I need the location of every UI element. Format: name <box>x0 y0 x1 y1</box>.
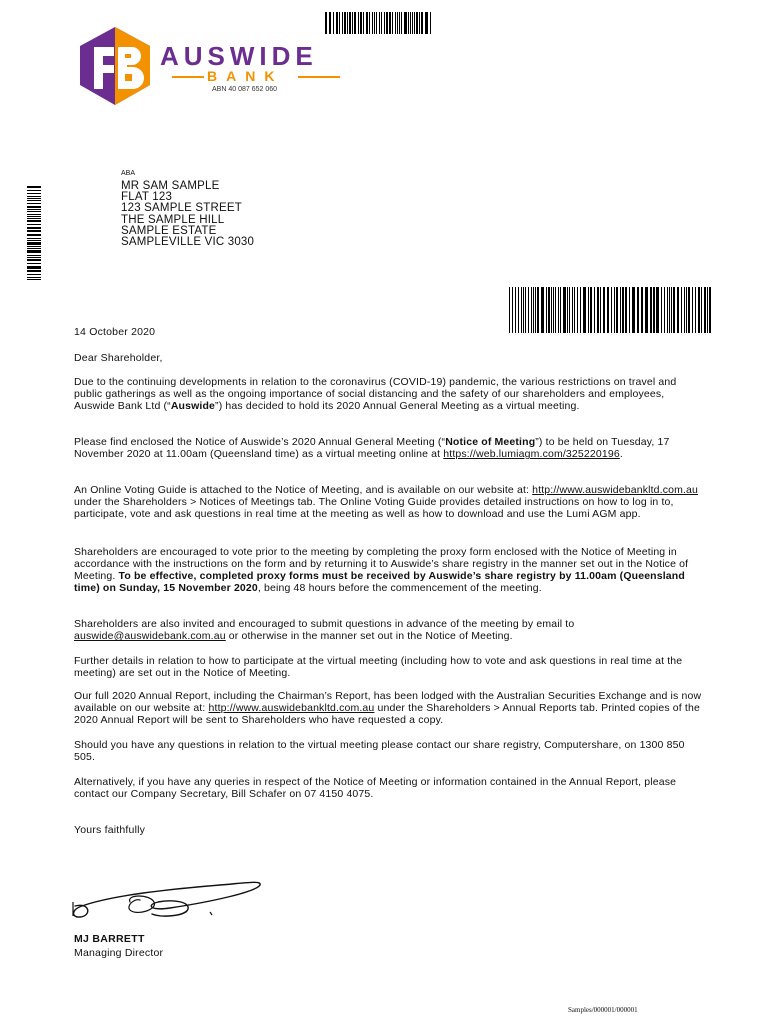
mail-code: ABA <box>121 170 136 177</box>
address-line: MR SAM SAMPLE <box>121 180 220 192</box>
barcode-bar <box>574 287 575 333</box>
barcode-bar <box>27 196 41 197</box>
left-vertical-barcode <box>27 186 41 282</box>
footer-code: Samples/000001/000001 <box>568 1006 638 1014</box>
barcode-bar <box>349 12 351 34</box>
barcode-bar <box>27 263 41 264</box>
p2-text-mid: ”) to be held on Tuesday, 17 November 2020 at 11.00am (Queensland time) as a virtual meeting online at <box>74 436 670 461</box>
barcode-bar <box>607 287 609 333</box>
address-line: SAMPLEVILLE VIC 3030 <box>121 236 255 249</box>
barcode-bar <box>629 287 630 333</box>
paragraph-9 <box>74 776 704 800</box>
barcode-bar <box>650 287 652 333</box>
barcode-bar <box>515 287 516 333</box>
address-line: 123 SAMPLE STREET <box>121 202 242 215</box>
paragraph-5 <box>74 618 704 642</box>
barcode-bar <box>603 287 604 333</box>
barcode-bar <box>376 12 377 34</box>
barcode-bar <box>620 287 621 333</box>
barcode-bar <box>704 287 705 333</box>
recipient-address <box>121 181 254 248</box>
barcode-bar <box>325 12 327 34</box>
barcode-bar <box>528 287 529 333</box>
barcode-bar <box>372 12 373 34</box>
barcode-bar <box>567 287 568 333</box>
barcode-bar <box>542 287 543 333</box>
barcode-bar <box>342 12 344 34</box>
barcode-bar <box>698 287 700 333</box>
barcode-bar <box>614 287 615 333</box>
barcode-bar <box>695 287 696 333</box>
barcode-bar <box>673 287 674 333</box>
barcode-bar <box>329 12 330 34</box>
barcode-bar <box>421 12 423 34</box>
barcode-bar <box>521 287 522 333</box>
barcode-bar <box>600 287 601 333</box>
p9-text: Alternatively, if you have any queries in respect of the Notice of Meeting or information contained in the Annual Report, please contact our Company Secretary, Bill Schafer on 07 4150 4075. <box>74 776 677 801</box>
barcode-bar <box>531 287 532 333</box>
barcode-bar <box>548 287 549 333</box>
p1-text: Due to the continuing developments in relation to the coronavirus (COVID-19) pandemic, the various restrictions on travel and public gatherings as well as the ongoing importance of social distancing and the safety of our shareholders and employees, Auswide Bank Ltd (“ <box>74 376 677 413</box>
barcode-bar <box>677 287 678 333</box>
barcode-bar <box>384 12 385 34</box>
barcode-bar <box>27 186 41 188</box>
p7-text: Our full 2020 Annual Report, including the Chairman’s Report, has been lodged with the Australian Securities Exchange and is now available on our website at: <box>74 690 702 715</box>
barcode-bar <box>577 287 578 333</box>
brand-sub: BANK <box>207 68 284 84</box>
p1-bold: Auswide <box>170 400 216 413</box>
barcode-bar <box>27 190 41 192</box>
p4-bold: To be effective, completed proxy forms must be received by Auswide’s share registry by 11.00am (Queensland time) on Sunday, 15 November 2020 <box>74 570 685 595</box>
barcode-bar <box>333 12 334 34</box>
barcode-bar <box>541 287 542 333</box>
signatory-title: Managing Director <box>74 947 164 959</box>
barcode-bar <box>523 287 524 333</box>
barcode-bar <box>27 250 41 252</box>
barcode-bar <box>386 12 388 34</box>
barcode-bar <box>584 287 585 333</box>
p4-text: Shareholders are encouraged to vote prior to the meeting by completing the proxy form enclosed with the Notice of Meeting in accordance with the instructions on the form and by returning it to Auswide’s share registry in the manner set out in the Notice of Meeting. <box>74 546 689 583</box>
barcode-bar <box>416 12 418 34</box>
paragraph-1 <box>74 376 704 412</box>
barcode-bar <box>354 12 356 34</box>
barcode-bar <box>572 287 573 333</box>
barcode-bar <box>688 287 689 333</box>
barcode-bar <box>580 287 581 333</box>
barcode-bar <box>27 218 41 219</box>
barcode-bar <box>374 12 376 34</box>
barcode-bar <box>27 227 41 229</box>
barcode-bar <box>344 12 346 34</box>
barcode-bar <box>389 12 391 34</box>
barcode-bar <box>537 287 538 333</box>
paragraph-3 <box>74 484 704 520</box>
barcode-bar <box>560 287 561 333</box>
barcode-bar <box>555 287 556 333</box>
barcode-bar <box>512 287 513 333</box>
barcode-bar <box>632 287 633 333</box>
p2-text-end: . <box>619 448 623 461</box>
barcode-bar <box>684 287 685 333</box>
p7-text-end: under the Shareholders > Annual Reports tab. Printed copies of the 2020 Annual Report will be sent to Shareholders who have requested a copy. <box>74 702 700 727</box>
barcode-bar <box>27 238 41 239</box>
brand-rule-left <box>172 76 204 78</box>
address-line: THE SAMPLE HILL <box>121 213 225 226</box>
barcode-bar <box>336 12 338 34</box>
annual-report-link[interactable]: http://www.auswidebankltd.com.au <box>208 702 375 715</box>
barcode-bar <box>546 287 547 333</box>
barcode-bar <box>352 12 353 34</box>
barcode-bar <box>625 287 627 333</box>
barcode-bar <box>27 277 41 278</box>
barcode-bar <box>535 287 536 333</box>
website-link[interactable]: http://www.auswidebankltd.com.au <box>532 484 699 496</box>
barcode-bar <box>27 220 41 222</box>
barcode-bar <box>645 287 646 333</box>
barcode-bar <box>401 12 403 34</box>
barcode-bar <box>27 234 41 236</box>
barcode-bar <box>653 287 655 333</box>
barcode-bar <box>664 287 665 333</box>
barcode-bar <box>430 12 432 34</box>
barcode-bar <box>404 12 406 34</box>
barcode-bar <box>27 279 41 280</box>
barcode-bar <box>533 287 534 333</box>
barcode-bar <box>583 287 584 333</box>
signature <box>70 872 270 924</box>
barcode-bar <box>551 287 552 333</box>
abn-number: ABN 40 087 652 060 <box>212 86 277 93</box>
barcode-bar <box>381 12 382 34</box>
barcode-bar <box>414 12 415 34</box>
barcode-bar <box>637 287 639 333</box>
brand-rule-right <box>298 76 340 78</box>
barcode-bar <box>692 287 693 333</box>
barcode-bar <box>27 211 41 213</box>
barcode-bar <box>674 287 675 333</box>
barcode-bar <box>709 287 710 333</box>
barcode-bar <box>553 287 554 333</box>
paragraph-8 <box>74 739 704 763</box>
barcode-bar <box>588 287 589 333</box>
p2-bold: Notice of Meeting <box>445 436 536 448</box>
handwritten-signature-icon <box>70 872 270 924</box>
barcode-bar <box>425 12 427 34</box>
barcode-bar <box>27 200 41 202</box>
barcode-bar <box>27 206 41 208</box>
barcode-bar <box>27 209 41 210</box>
p3-text-end: under the Shareholders > Notices of Meetings tab. The Online Voting Guide provides detailed instructions on how to log in to, participate, vote and ask questions in real time at the meeting as well as how to download and use the Lumi AGM app. <box>74 496 674 521</box>
paragraph-6 <box>74 655 704 679</box>
barcode-bar <box>358 12 359 34</box>
auswide-logo <box>80 27 150 105</box>
barcode-bar <box>27 267 41 269</box>
barcode-bar <box>399 12 400 34</box>
auswide-logo-mark-icon <box>80 27 150 105</box>
barcode-bar <box>594 287 595 333</box>
barcode-bar <box>397 12 398 34</box>
barcode-bar <box>646 287 647 333</box>
barcode-bar <box>410 12 411 34</box>
barcode-bar <box>656 287 658 333</box>
barcode-bar <box>360 12 362 34</box>
barcode-bar <box>412 12 413 34</box>
barcode-bar <box>27 246 41 248</box>
barcode-bar <box>641 287 642 333</box>
barcode-bar <box>707 287 708 333</box>
barcode-bar <box>395 12 396 34</box>
top-barcode <box>325 12 433 34</box>
barcode-bar <box>686 287 687 333</box>
barcode-bar <box>27 230 41 232</box>
barcode-bar <box>408 12 409 34</box>
barcode-bar <box>419 12 420 34</box>
barcode-bar <box>597 287 599 333</box>
barcode-bar <box>622 287 623 333</box>
paragraph-4 <box>74 546 704 594</box>
barcode-bar <box>27 216 41 217</box>
p3-text: An Online Voting Guide is attached to the Notice of Meeting, and is available on our website at: <box>74 484 533 496</box>
barcode-bar <box>27 203 41 204</box>
barcode-bar <box>339 12 340 34</box>
barcode-bar <box>363 12 364 34</box>
barcode-bar <box>392 12 394 34</box>
barcode-bar <box>558 287 559 333</box>
meeting-link[interactable]: https://web.lumiagm.com/325220196 <box>443 448 620 461</box>
barcode-bar <box>379 12 380 34</box>
barcode-bar <box>27 198 41 199</box>
p5-text: Shareholders are also invited and encouraged to submit questions in advance of the meeting by email to <box>74 618 575 630</box>
barcode-bar <box>27 259 41 261</box>
email-link[interactable]: auswide@auswidebank.com.au <box>74 630 226 643</box>
barcode-bar <box>369 12 370 34</box>
p2-text: Please find enclosed the Notice of Auswide’s 2020 Annual General Meeting (“ <box>74 436 446 448</box>
barcode-bar <box>27 248 41 249</box>
barcode-bar <box>27 266 41 267</box>
barcode-bar <box>27 240 41 241</box>
barcode-bar <box>509 287 510 333</box>
barcode-bar <box>671 287 672 333</box>
barcode-bar <box>27 242 41 244</box>
barcode-bar <box>590 287 591 333</box>
barcode-bar <box>569 287 570 333</box>
p6-text: Further details in relation to how to participate at the virtual meeting (including how to vote and ask questions in real time at the meeting) are set out in the Notice of Meeting. <box>74 655 683 680</box>
p8-text: Should you have any questions in relation to the virtual meeting please contact our share registry, Computershare, on 1300 850 505. <box>74 739 685 764</box>
barcode-bar <box>366 12 368 34</box>
barcode-bar <box>27 257 41 258</box>
letter-date: 14 October 2020 <box>74 326 156 338</box>
barcode-bar <box>525 287 526 333</box>
barcode-bar <box>681 287 682 333</box>
right-barcode <box>509 287 713 333</box>
barcode-bar <box>27 255 41 257</box>
barcode-bar <box>27 274 41 276</box>
barcode-bar <box>669 287 670 333</box>
salutation: Dear Shareholder, <box>74 352 163 364</box>
address-line: SAMPLE ESTATE <box>121 224 217 237</box>
closing: Yours faithfully <box>74 824 146 836</box>
paragraph-7 <box>74 690 704 726</box>
signatory-name: MJ BARRETT <box>74 933 145 945</box>
address-line: FLAT 123 <box>121 191 173 204</box>
barcode-bar <box>661 287 662 333</box>
barcode-bar <box>633 287 634 333</box>
p4-text-end: , being 48 hours before the commencement of the meeting. <box>257 582 542 595</box>
barcode-bar <box>611 287 612 333</box>
barcode-bar <box>27 270 41 272</box>
barcode-bar <box>330 12 331 34</box>
p5-text-end: or otherwise in the manner set out in the Notice of Meeting. <box>225 630 513 643</box>
barcode-bar <box>563 287 565 333</box>
barcode-bar <box>27 224 41 225</box>
p1-text-end: ”) has decided to hold its 2020 Annual General Meeting as a virtual meeting. <box>215 400 580 413</box>
barcode-bar <box>616 287 617 333</box>
paragraph-2 <box>74 436 704 460</box>
barcode-bar <box>347 12 349 34</box>
barcode-bar <box>27 193 41 194</box>
barcode-bar <box>701 287 702 333</box>
barcode-bar <box>667 287 668 333</box>
barcode-bar <box>27 214 41 215</box>
brand-name: AUSWIDE <box>160 41 318 71</box>
barcode-bar <box>518 287 519 333</box>
